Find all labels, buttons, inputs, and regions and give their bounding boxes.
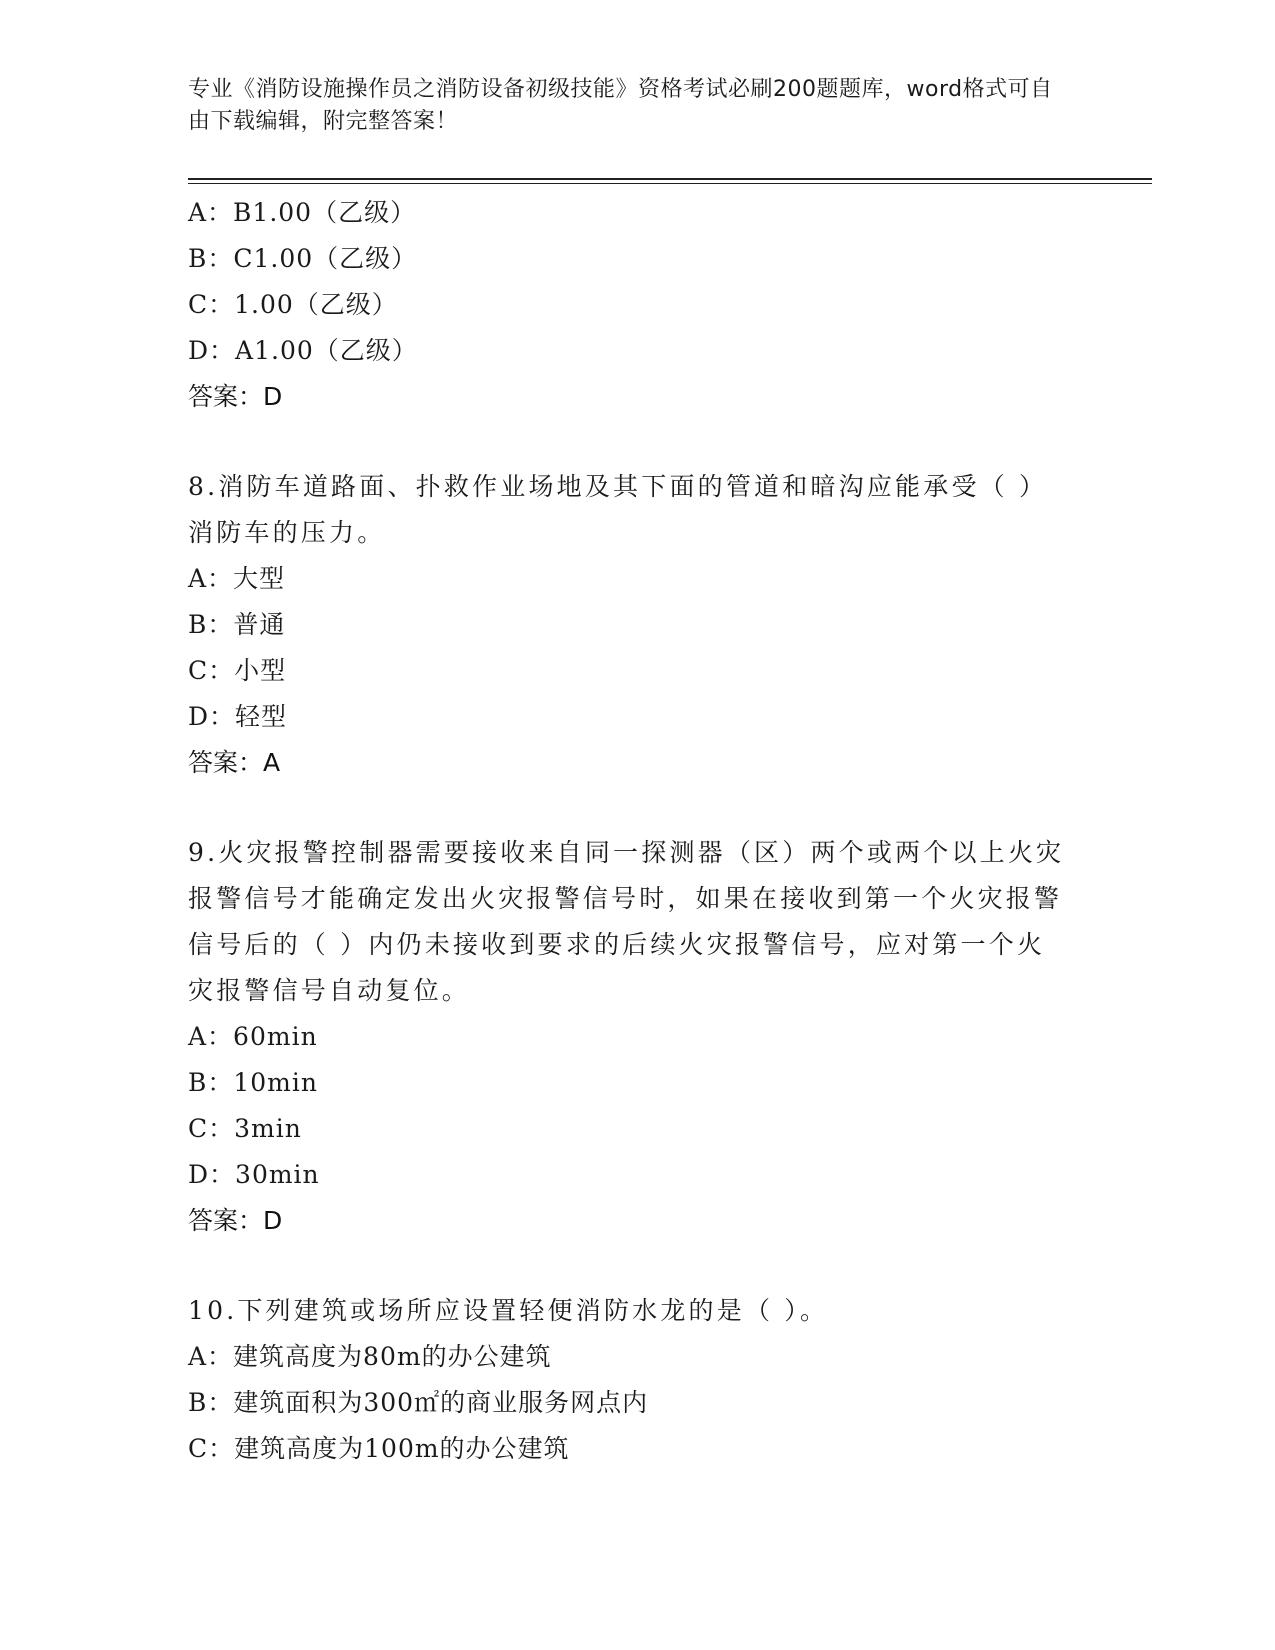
question-text: 10.下列建筑或场所应设置轻便消防水龙的是（ ）。 [188,1296,829,1325]
header-rule-thin [188,183,1152,184]
document-header: 专业《消防设施操作员之消防设备初级技能》资格考试必刷200题题库，word格式可自由下载编辑，附完整答案！ [188,77,1053,134]
option-d: D：轻型 [188,702,288,731]
option-c: C：3min [188,1114,302,1143]
option-c: C：小型 [188,656,287,685]
answer: 答案：D [188,1206,283,1235]
header-rule-thick [188,178,1152,180]
spacer [188,420,1088,464]
option-a: A：大型 [188,564,286,593]
option-a: A：建筑高度为80m的办公建筑 [188,1342,552,1371]
option-c: C：1.00（乙级） [188,290,398,319]
question-text: 8.消防车道路面、扑救作业场地及其下面的管道和暗沟应能承受（ ）消防车的压力。 [188,472,1048,547]
question-9 [188,830,1088,1244]
option-b: B：普通 [188,610,286,639]
option-a: A：B1.00（乙级） [188,198,417,227]
option-b: B：建筑面积为300㎡的商业服务网点内 [188,1388,649,1417]
answer: 答案：D [188,382,283,411]
option-d: D：A1.00（乙级） [188,336,418,365]
option-d: D：30min [188,1160,320,1189]
option-b: B：C1.00（乙级） [188,244,418,273]
option-b: B：10min [188,1068,318,1097]
spacer [188,786,1088,830]
question-8 [188,464,1088,786]
spacer [188,1244,1088,1288]
question-7 [188,190,1088,420]
question-text: 9.火灾报警控制器需要接收来自同一探测器（区）两个或两个以上火灾报警信号才能确定发出火灾报警信号时，如果在接收到第一个火灾报警信号后的（ ）内仍未接收到要求的后续火灾报警信号，应对第一个火灾报警信号自动复位。 [188,838,1065,1005]
option-a: A：60min [188,1022,318,1051]
option-c: C：建筑高度为100m的办公建筑 [188,1434,570,1463]
answer: 答案：A [188,748,281,777]
question-10 [188,1288,1088,1472]
document-content [188,190,1088,1472]
